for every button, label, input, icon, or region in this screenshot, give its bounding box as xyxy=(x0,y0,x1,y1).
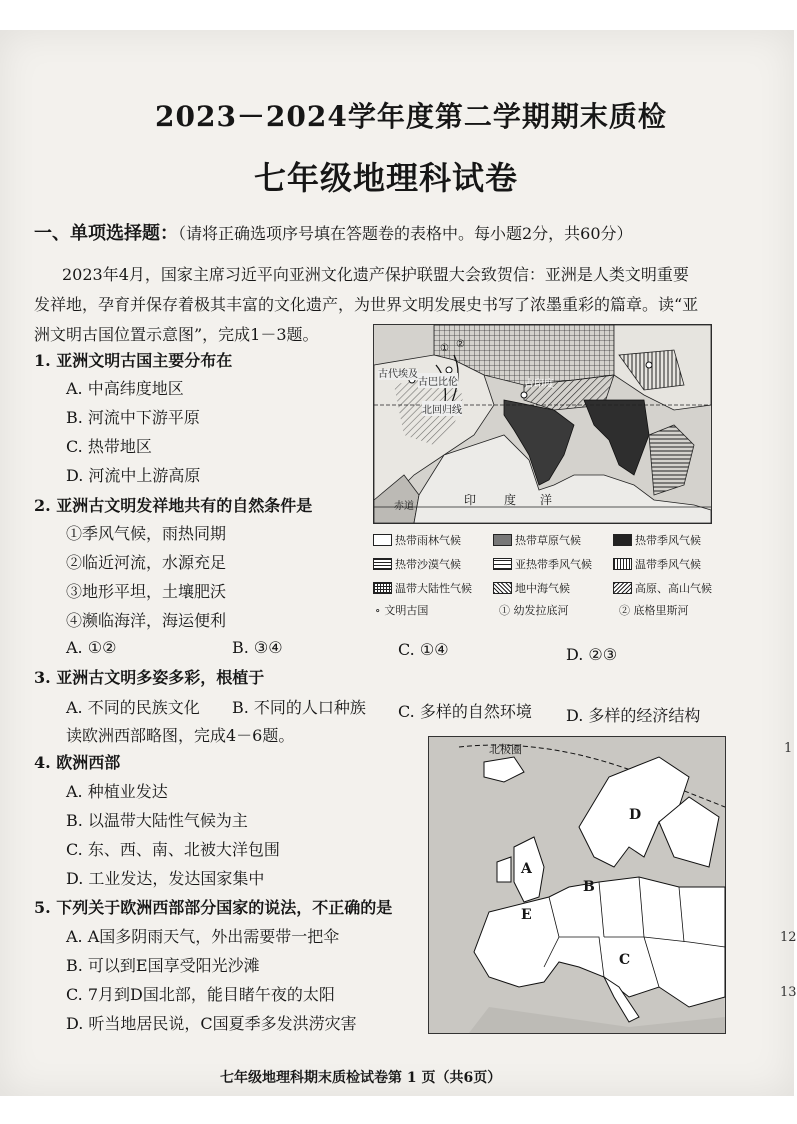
page-footer: 七年级地理科期末质检试卷第 1 页（共6页） xyxy=(220,1070,502,1086)
q2-item-2: ②临近河流，水源充足 xyxy=(66,553,227,572)
edge-number-1: 1 xyxy=(784,741,793,756)
legend-subtropical-monsoon: 亚热带季风气候 xyxy=(493,556,592,572)
q2-stem: 2. 亚洲古文明发祥地共有的自然条件是 xyxy=(34,496,313,515)
q4-option-c: C. 东、西、南、北被大洋包围 xyxy=(66,840,280,859)
exam-title: 2023－2024学年度第二学期期末质检 xyxy=(155,100,667,133)
legend-tropical-rainforest: 热带雨林气候 xyxy=(373,532,461,548)
q2-option-d: D. ②③ xyxy=(566,645,618,664)
label-ocean-1: 印 xyxy=(464,493,477,507)
label-country-e: E xyxy=(521,907,532,923)
q2-option-a: A. ①② xyxy=(66,638,117,657)
intro-line-1: 2023年4月，国家主席习近平向亚洲文化遗产保护联盟大会致贺信：亚洲是人类文明重要 xyxy=(62,265,689,284)
intro-line-3: 洲文明古国位置示意图”，完成1－3题。 xyxy=(34,325,319,344)
q1-option-d: D. 河流中上游高原 xyxy=(66,466,201,485)
q5-stem: 5. 下列关于欧洲西部部分国家的说法，不正确的是 xyxy=(34,898,393,917)
europe-map-drawing xyxy=(429,737,725,1033)
section-heading xyxy=(34,219,633,245)
q4-option-a: A. 种植业发达 xyxy=(66,782,168,801)
q1-stem: 1. 亚洲文明古国主要分布在 xyxy=(34,351,233,370)
label-river-2: ② xyxy=(456,339,465,350)
q2-option-c: C. ①④ xyxy=(398,640,449,659)
q2-option-b: B. ③④ xyxy=(232,638,283,657)
label-arctic-circle: 北极圈 xyxy=(489,743,522,756)
intro-2: 读欧洲西部略图，完成4－6题。 xyxy=(66,726,295,745)
label-ocean-3: 洋 xyxy=(540,493,553,507)
q2-item-4: ④濒临海洋，海运便利 xyxy=(66,611,227,630)
intro-line-2: 发祥地，孕育并保存着极其丰富的文化遗产，为世界文明发展史书写了浓墨重彩的篇章。读“亚 xyxy=(34,295,699,314)
q5-option-c: C. 7月到D国北部，能目睹午夜的太阳 xyxy=(66,985,335,1004)
map-legend xyxy=(373,526,733,618)
q2-item-1: ①季风气候，雨热同期 xyxy=(66,524,227,543)
label-ocean-2: 度 xyxy=(504,493,517,507)
label-equator: 赤道 xyxy=(394,501,414,512)
q5-option-a: A. A国多阴雨天气，外出需要带一把伞 xyxy=(66,927,340,946)
q1-option-b: B. 河流中下游平原 xyxy=(66,408,200,427)
exam-subtitle: 七年级地理科试卷 xyxy=(254,159,519,197)
q3-stem: 3. 亚洲古文明多姿多彩，根植于 xyxy=(34,668,265,687)
legend-mediterranean: 地中海气候 xyxy=(493,580,570,596)
q4-option-b: B. 以温带大陆性气候为主 xyxy=(66,811,248,830)
legend-civilization: ∘ 文明古国 xyxy=(375,603,429,617)
legend-highland: 高原、高山气候 xyxy=(613,580,712,596)
label-babylon: 古巴比伦 xyxy=(418,373,458,388)
edge-number-2: 12 xyxy=(780,930,797,945)
q2-item-3: ③地形平坦，土壤肥沃 xyxy=(66,582,227,601)
section-note: （请将正确选项序号填在答题卷的表格中。每小题2分，共60分） xyxy=(178,224,633,243)
western-europe-map xyxy=(428,736,726,1034)
q3-option-b: B. 不同的人口种族 xyxy=(232,698,366,717)
legend-tigris: ② 底格里斯河 xyxy=(619,604,689,617)
label-ancient-india: 古印度 xyxy=(524,379,554,390)
section-title: 一、单项选择题： xyxy=(34,223,178,244)
label-ancient-egypt: 古代埃及 xyxy=(378,369,418,380)
q4-stem: 4. 欧洲西部 xyxy=(34,753,121,772)
legend-temperate-continental: 温带大陆性气候 xyxy=(373,580,472,596)
label-country-d: D xyxy=(629,807,642,823)
legend-euphrates: ① 幼发拉底河 xyxy=(499,604,569,617)
label-country-c: C xyxy=(619,952,631,968)
q1-option-a: A. 中高纬度地区 xyxy=(66,379,184,398)
label-tropic-of-cancer: 北回归线 xyxy=(422,401,462,416)
q3-option-c: C. 多样的自然环境 xyxy=(398,702,532,721)
legend-tropical-savanna: 热带草原气候 xyxy=(493,532,581,548)
legend-temperate-monsoon: 温带季风气候 xyxy=(613,556,701,572)
legend-tropical-desert: 热带沙漠气候 xyxy=(373,556,461,572)
label-river-1: ① xyxy=(440,343,449,354)
edge-number-3: 13 xyxy=(780,985,797,1000)
q3-option-d: D. 多样的经济结构 xyxy=(566,706,701,725)
q4-option-d: D. 工业发达，发达国家集中 xyxy=(66,869,265,888)
legend-tropical-monsoon: 热带季风气候 xyxy=(613,532,701,548)
q5-option-d: D. 听当地居民说，C国夏季多发洪涝灾害 xyxy=(66,1014,357,1033)
q3-option-a: A. 不同的民族文化 xyxy=(66,698,200,717)
q1-option-c: C. 热带地区 xyxy=(66,437,152,456)
q5-option-b: B. 可以到E国享受阳光沙滩 xyxy=(66,956,260,975)
label-country-a: A xyxy=(521,861,532,877)
asia-civilization-map xyxy=(373,324,712,524)
label-country-b: B xyxy=(583,879,595,895)
